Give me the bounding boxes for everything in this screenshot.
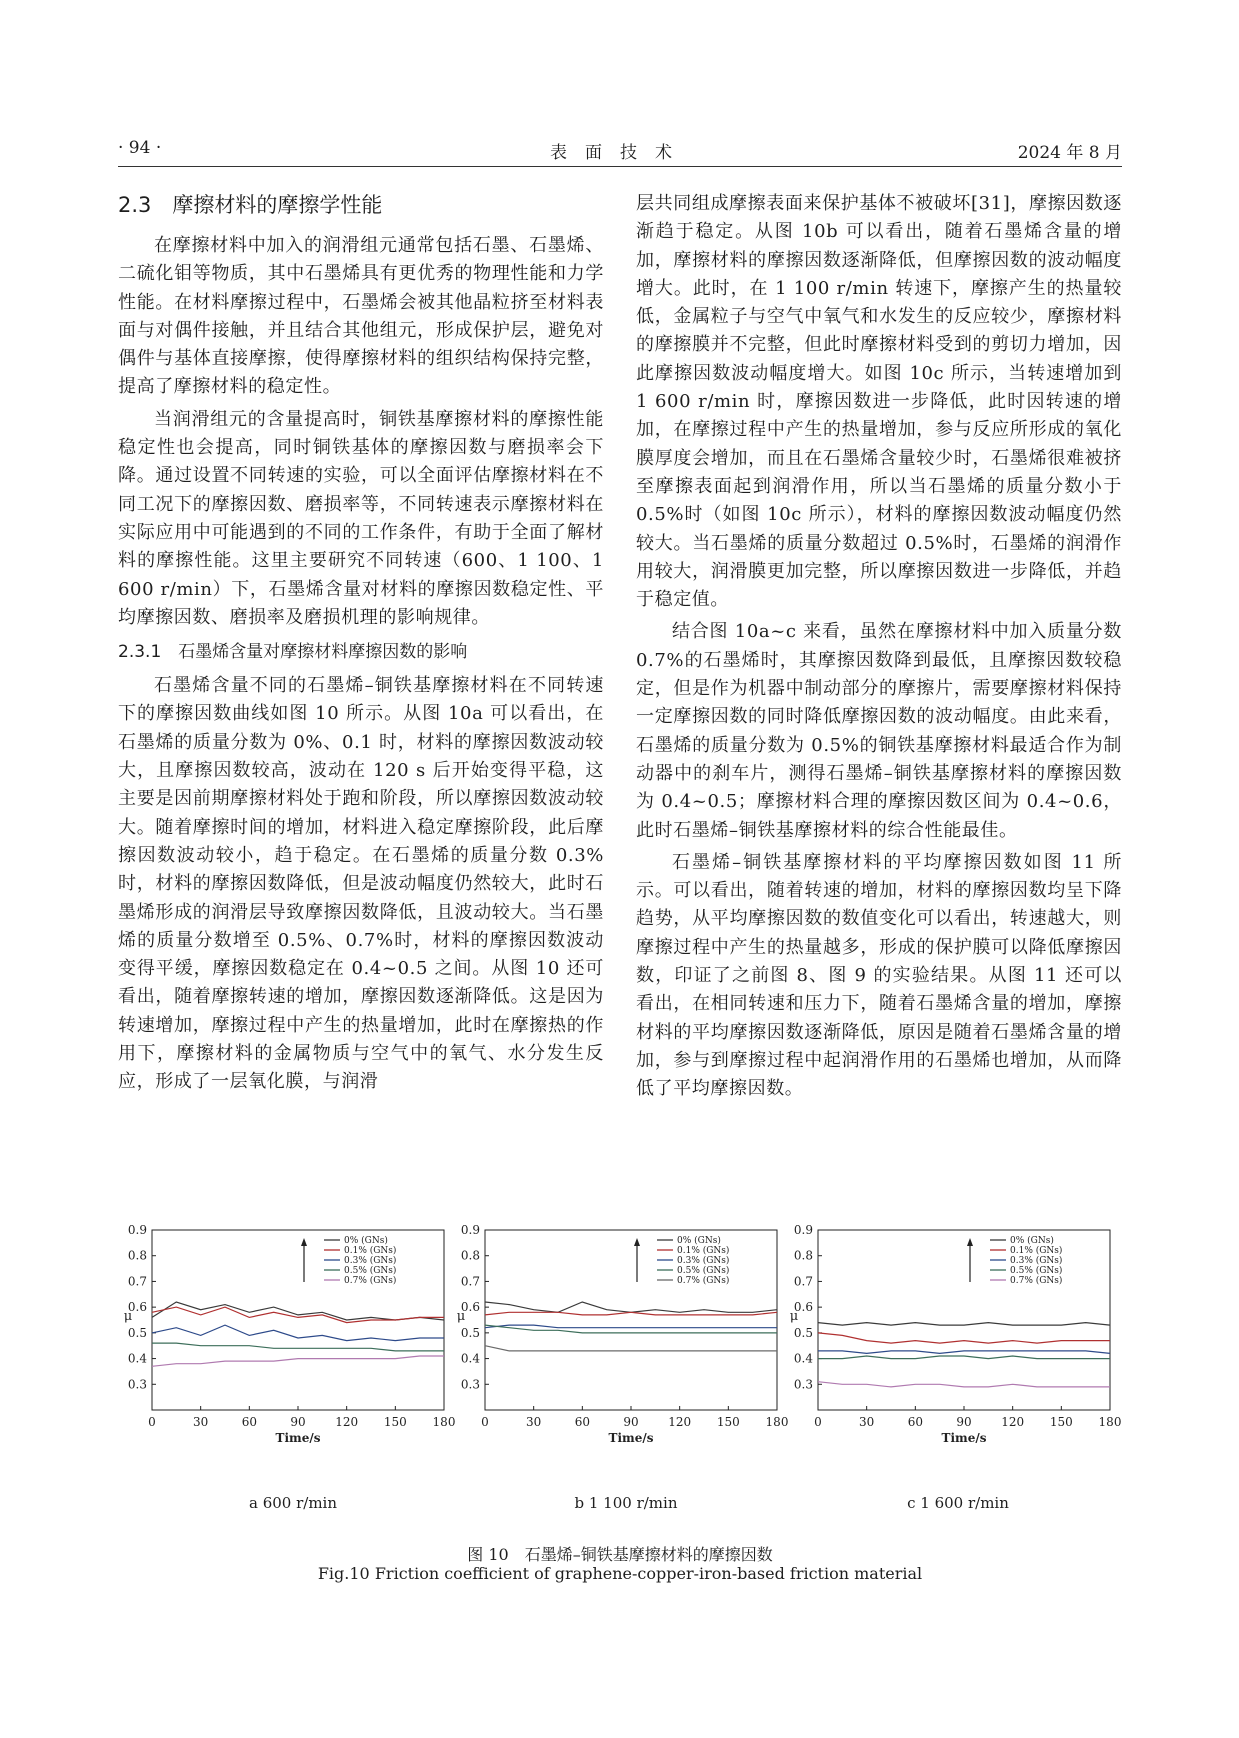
y-tick-label: 0.6 bbox=[127, 1300, 147, 1315]
y-tick-label: 0.3 bbox=[793, 1377, 813, 1392]
x-tick-label: 30 bbox=[526, 1415, 542, 1429]
journal-name: 表面技术 bbox=[550, 143, 690, 163]
series-line bbox=[485, 1325, 777, 1333]
y-axis-label: μ bbox=[456, 1309, 466, 1324]
y-tick-label: 0.5 bbox=[793, 1325, 813, 1340]
x-tick-label: 180 bbox=[765, 1415, 789, 1429]
legend-label: 0% (GNs) bbox=[677, 1236, 721, 1246]
x-axis-label: Time/s bbox=[941, 1431, 987, 1445]
plot-frame bbox=[818, 1230, 1110, 1410]
legend-label: 0% (GNs) bbox=[1010, 1236, 1054, 1246]
subsection-heading: 2.3.1 石墨烯含量对摩擦材料摩擦因数的影响 bbox=[118, 642, 468, 663]
y-tick-label: 0.7 bbox=[127, 1274, 147, 1289]
y-tick-label: 0.4 bbox=[127, 1351, 147, 1366]
legend-label: 0.1% (GNs) bbox=[344, 1246, 397, 1256]
figure-caption-cn: 图 10 石墨烯–铜铁基摩擦材料的摩擦因数 bbox=[467, 1545, 773, 1564]
paragraph: 石墨烯含量不同的石墨烯–铜铁基摩擦材料在不同转速下的摩擦因数曲线如图 10 所示。从图 10a 可以看出，在石墨烯的质量分数为 0%、0.1 时，材料的摩擦因数波动较大，且摩擦因数较高，波动在 120 s 后开始变得平稳，这主要是因前期摩擦材料处于跑和阶段，所以摩擦因数波动较大。随着摩擦时间的增加，材料进入稳定摩擦阶段，此后摩擦因数波动较小，趋于稳定。在石墨烯的质量分数 0.3%时，材料的摩擦因数降低，但是波动幅度仍然较大，此时石墨烯形成的润滑层导致摩擦因数降低，且波动较大。当石墨烯的质量分数增至 0.5%、0.7%时，材料的摩擦因数波动变得平缓，摩擦因数稳定在 0.4~0.5 之间。从图 10 还可看出，随着摩擦转速的增加，摩擦因数逐渐降低。这是因为转速增加，摩擦过程中产生的热量增加，此时在摩擦热的作用下，摩擦材料的金属物质与空气中的氧气、水分发生反应，形成了一层氧化膜，与润滑 bbox=[118, 675, 604, 1093]
y-tick-label: 0.5 bbox=[127, 1325, 147, 1340]
x-tick-label: 90 bbox=[290, 1415, 306, 1429]
series-line bbox=[485, 1346, 777, 1351]
figure-caption-en: Fig.10 Friction coefficient of graphene-copper-iron-based friction material bbox=[317, 1564, 923, 1583]
legend-label: 0.1% (GNs) bbox=[1010, 1246, 1063, 1256]
legend-label: 0.7% (GNs) bbox=[677, 1276, 730, 1286]
paragraph: 层共同组成摩擦表面来保护基体不被破坏[31]，摩擦因数逐渐趋于稳定。从图 10b 可以看出，随着石墨烯含量的增加，摩擦材料的摩擦因数逐渐降低，但摩擦因数的波动幅度增大。此时，在 1 100 r/min 转速下，摩擦产生的热量较低，金属粒子与空气中氧气和水发生的反应较少，摩擦材料的摩擦膜并不完整，但此时摩擦材料受到的剪切力增加，因此摩擦因数波动幅度增大。如图 10c 所示，当转速增加到 1 600 r/min 时，摩擦因数进一步降低，此时因转速的增加，在摩擦过程中产生的热量增加，参与反应所形成的氧化膜厚度会增加，而且在石墨烯含量较少时，石墨烯很难被挤至摩擦表面起到润滑作用，所以当石墨烯的质量分数小于 0.5%时（如图 10c 所示），材料的摩擦因数波动幅度仍然较大。当石墨烯的质量分数超过 0.5%时，石墨烯的润滑作用较大，润滑膜更加完整，所以摩擦因数进一步降低，并趋于稳定值。 bbox=[636, 193, 1122, 611]
x-tick-label: 180 bbox=[1098, 1415, 1122, 1429]
legend-label: 0% (GNs) bbox=[344, 1236, 388, 1246]
y-tick-label: 0.6 bbox=[460, 1300, 480, 1315]
x-tick-label: 180 bbox=[432, 1415, 456, 1429]
series-line bbox=[818, 1351, 1110, 1354]
series-line bbox=[152, 1356, 444, 1366]
paragraph: 在摩擦材料中加入的润滑组元通常包括石墨、石墨烯、二硫化钼等物质，其中石墨烯具有更优秀的物理性能和力学性能。在材料摩擦过程中，石墨烯会被其他晶粒挤至材料表面与对偶件接触，并且结合其他组元，形成保护层，避免对偶件与基体直接摩擦，使得摩擦材料的组织结构保持完整，提高了摩擦材料的稳定性。 bbox=[118, 235, 604, 398]
series-line bbox=[818, 1323, 1110, 1326]
chart-panel-c bbox=[784, 1223, 1122, 1458]
plot-frame bbox=[485, 1230, 777, 1410]
legend-arrow-head bbox=[634, 1238, 640, 1246]
left-column bbox=[118, 190, 604, 1101]
chart-panel-b bbox=[451, 1223, 789, 1458]
y-tick-label: 0.6 bbox=[793, 1300, 813, 1315]
legend-label: 0.1% (GNs) bbox=[677, 1246, 730, 1256]
y-tick-label: 0.3 bbox=[127, 1377, 147, 1392]
chart-c-svg bbox=[784, 1223, 1122, 1454]
y-tick-label: 0.9 bbox=[127, 1223, 147, 1237]
series-line bbox=[818, 1333, 1110, 1343]
y-tick-label: 0.3 bbox=[460, 1377, 480, 1392]
subcaption-c: c 1 600 r/min bbox=[907, 1494, 1009, 1512]
legend-label: 0.3% (GNs) bbox=[344, 1256, 397, 1266]
legend-label: 0.3% (GNs) bbox=[1010, 1256, 1063, 1266]
x-tick-label: 120 bbox=[1001, 1415, 1025, 1429]
subcaption-b: b 1 100 r/min bbox=[574, 1494, 678, 1512]
y-axis-label: μ bbox=[789, 1309, 799, 1324]
subcaption-a: a 600 r/min bbox=[248, 1494, 337, 1512]
series-line bbox=[818, 1356, 1110, 1359]
x-axis-label: Time/s bbox=[608, 1431, 654, 1445]
series-line bbox=[485, 1325, 777, 1328]
y-tick-label: 0.4 bbox=[793, 1351, 813, 1366]
legend-label: 0.3% (GNs) bbox=[677, 1256, 730, 1266]
y-tick-label: 0.8 bbox=[460, 1248, 480, 1263]
y-tick-label: 0.8 bbox=[127, 1248, 147, 1263]
x-tick-label: 0 bbox=[481, 1415, 489, 1429]
y-tick-label: 0.4 bbox=[460, 1351, 480, 1366]
y-tick-label: 0.9 bbox=[793, 1223, 813, 1237]
x-tick-label: 120 bbox=[668, 1415, 692, 1429]
x-tick-label: 30 bbox=[193, 1415, 209, 1429]
legend-arrow-head bbox=[301, 1238, 307, 1246]
legend-arrow-head bbox=[967, 1238, 973, 1246]
x-tick-label: 120 bbox=[335, 1415, 359, 1429]
series-line bbox=[818, 1382, 1110, 1387]
page-number: · 94 · bbox=[118, 138, 162, 158]
series-line bbox=[152, 1343, 444, 1351]
series-line bbox=[152, 1325, 444, 1341]
x-tick-label: 30 bbox=[859, 1415, 875, 1429]
section-heading: 2.3 摩擦材料的摩擦学性能 bbox=[118, 193, 383, 217]
running-header bbox=[118, 138, 1122, 168]
chart-a-svg bbox=[118, 1223, 456, 1454]
x-tick-label: 90 bbox=[623, 1415, 639, 1429]
y-tick-label: 0.5 bbox=[460, 1325, 480, 1340]
y-tick-label: 0.9 bbox=[460, 1223, 480, 1237]
x-tick-label: 150 bbox=[383, 1415, 407, 1429]
x-tick-label: 150 bbox=[716, 1415, 740, 1429]
y-tick-label: 0.7 bbox=[793, 1274, 813, 1289]
y-tick-label: 0.8 bbox=[793, 1248, 813, 1263]
chart-b-svg bbox=[451, 1223, 789, 1454]
paragraph: 石墨烯–铜铁基摩擦材料的平均摩擦因数如图 11 所示。可以看出，随着转速的增加，材料的摩擦因数均呈下降趋势，从平均摩擦因数的数值变化可以看出，转速越大，则摩擦过程中产生的热量越多，形成的保护膜可以降低摩擦因数，印证了之前图 8、图 9 的实验结果。从图 11 还可以看出，在相同转速和压力下，随着石墨烯含量的增加，摩擦材料的平均摩擦因数逐渐降低，原因是随着石墨烯含量的增加，参与到摩擦过程中起润滑作用的石墨烯也增加，从而降低了平均摩擦因数。 bbox=[636, 851, 1122, 1100]
x-tick-label: 90 bbox=[956, 1415, 972, 1429]
right-column bbox=[636, 190, 1122, 1108]
legend-label: 0.7% (GNs) bbox=[344, 1276, 397, 1286]
legend-label: 0.5% (GNs) bbox=[677, 1266, 730, 1276]
legend-label: 0.5% (GNs) bbox=[344, 1266, 397, 1276]
issue-date: 2024 年 8 月 bbox=[1017, 143, 1122, 163]
header-rule bbox=[118, 166, 1122, 167]
x-tick-label: 60 bbox=[574, 1415, 590, 1429]
legend-label: 0.5% (GNs) bbox=[1010, 1266, 1063, 1276]
x-tick-label: 60 bbox=[907, 1415, 923, 1429]
x-tick-label: 0 bbox=[814, 1415, 822, 1429]
y-tick-label: 0.7 bbox=[460, 1274, 480, 1289]
y-axis-label: μ bbox=[123, 1309, 133, 1324]
paragraph: 当润滑组元的含量提高时，铜铁基摩擦材料的摩擦性能稳定性也会提高，同时铜铁基体的摩擦因数与磨损率会下降。通过设置不同转速的实验，可以全面评估摩擦材料在不同工况下的摩擦因数、磨损率等，不同转速表示摩擦材料在实际应用中可能遇到的不同的工作条件，有助于全面了解材料的摩擦性能。这里主要研究不同转速（600、1 100、1 600 r/min）下，石墨烯含量对材料的摩擦因数稳定性、平均摩擦因数、磨损率及磨损机理的影响规律。 bbox=[118, 408, 604, 628]
paragraph: 结合图 10a~c 来看，虽然在摩擦材料中加入质量分数 0.7%的石墨烯时，其摩擦因数降到最低，且摩擦因数较稳定，但是作为机器中制动部分的摩擦片，需要摩擦材料保持一定摩擦因数的同时降低摩擦因数的波动幅度。由此来看，石墨烯的质量分数为 0.5%的铜铁基摩擦材料最适合作为制动器中的刹车片，测得石墨烯–铜铁基摩擦材料的摩擦因数为 0.4~0.5；摩擦材料合理的摩擦因数区间为 0.4~0.6，此时石墨烯–铜铁基摩擦材料的综合性能最佳。 bbox=[636, 621, 1122, 841]
chart-panel-a bbox=[118, 1223, 456, 1458]
x-axis-label: Time/s bbox=[275, 1431, 321, 1445]
x-tick-label: 0 bbox=[148, 1415, 156, 1429]
series-line bbox=[485, 1302, 777, 1312]
x-tick-label: 60 bbox=[241, 1415, 257, 1429]
x-tick-label: 150 bbox=[1049, 1415, 1073, 1429]
legend-label: 0.7% (GNs) bbox=[1010, 1276, 1063, 1286]
